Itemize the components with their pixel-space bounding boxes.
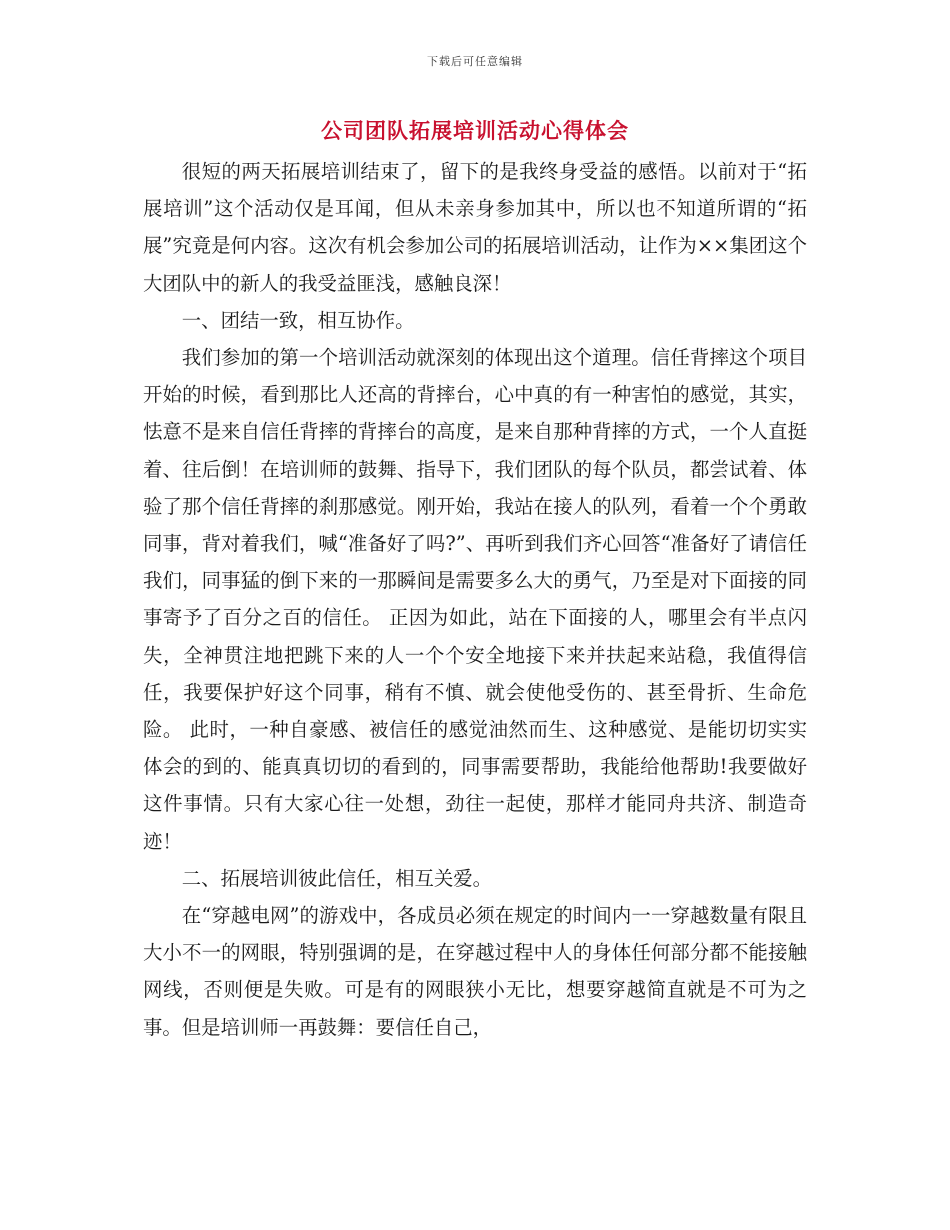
document-body xyxy=(143,153,807,1046)
document-title: 公司团队拓展培训活动心得体会 xyxy=(321,118,629,143)
paragraph-trust-fall: 我们参加的第一个培训活动就深刻的体现出这个道理。信任背摔这个项目开始的时候，看到那比人还高的背摔台，心中真的有一种害怕的感觉，其实，怯意不是来自信任背摔的背摔台的高度，是来自那种背摔的方式，一个人直挺着、往后倒！在培训师的鼓舞、指导下，我们团队的每个队员，都尝试着、体验了那个信任背摔的刹那感觉。刚开始，我站在接人的队列，看着一个个勇敢同事，背对着我们，喊“准备好了吗?”、再听到我们齐心回答“准备好了请信任我们，同事猛的倒下来的一那瞬间是需要多么大的勇气，乃至是对下面接的同事寄予了百分之百的信任。 正因为如此，站在下面接的人，哪里会有半点闪失，全神贯注地把跳下来的人一个个安全地接下来并扶起来站稳，我值得信任，我要保护好这个同事，稍有不慎、就会使他受伤的、甚至骨折、生命危险。 此时，一种自豪感、被信任的感觉油然而生、这种感觉、是能切切实实体会的到的、能真真切切的看到的，同事需要帮助，我能给他帮助!我要做好这件事情。只有大家心往一处想，劲往一起使，那样才能同舟共济、制造奇迹！ xyxy=(143,346,807,853)
paragraph-electric-net: 在“穿越电网”的游戏中，各成员必须在规定的时间内一一穿越数量有限且大小不一的网眼，特别强调的是，在穿越过程中人的身体任何部分都不能接触网线，否则便是失败。可是有的网眼狭小无比，想要穿越简直就是不可为之事。但是培训师一再鼓舞：要信任自己， xyxy=(143,904,807,1039)
header-note: 下载后可任意编辑 xyxy=(427,55,523,68)
paragraph-intro: 很短的两天拓展培训结束了，留下的是我终身受益的感悟。以前对于“拓展培训”这个活动仅是耳闻，但从未亲身参加其中，所以也不知道所谓的“拓展”究竟是何内容。这次有机会参加公司的拓展培训活动，让作为××集团这个大团队中的新人的我受益匪浅，感触良深！ xyxy=(143,160,807,295)
section-heading-2: 二、拓展培训彼此信任，相互关爱。 xyxy=(181,866,493,890)
section-heading-1: 一、团结一致，相互协作。 xyxy=(181,308,415,332)
